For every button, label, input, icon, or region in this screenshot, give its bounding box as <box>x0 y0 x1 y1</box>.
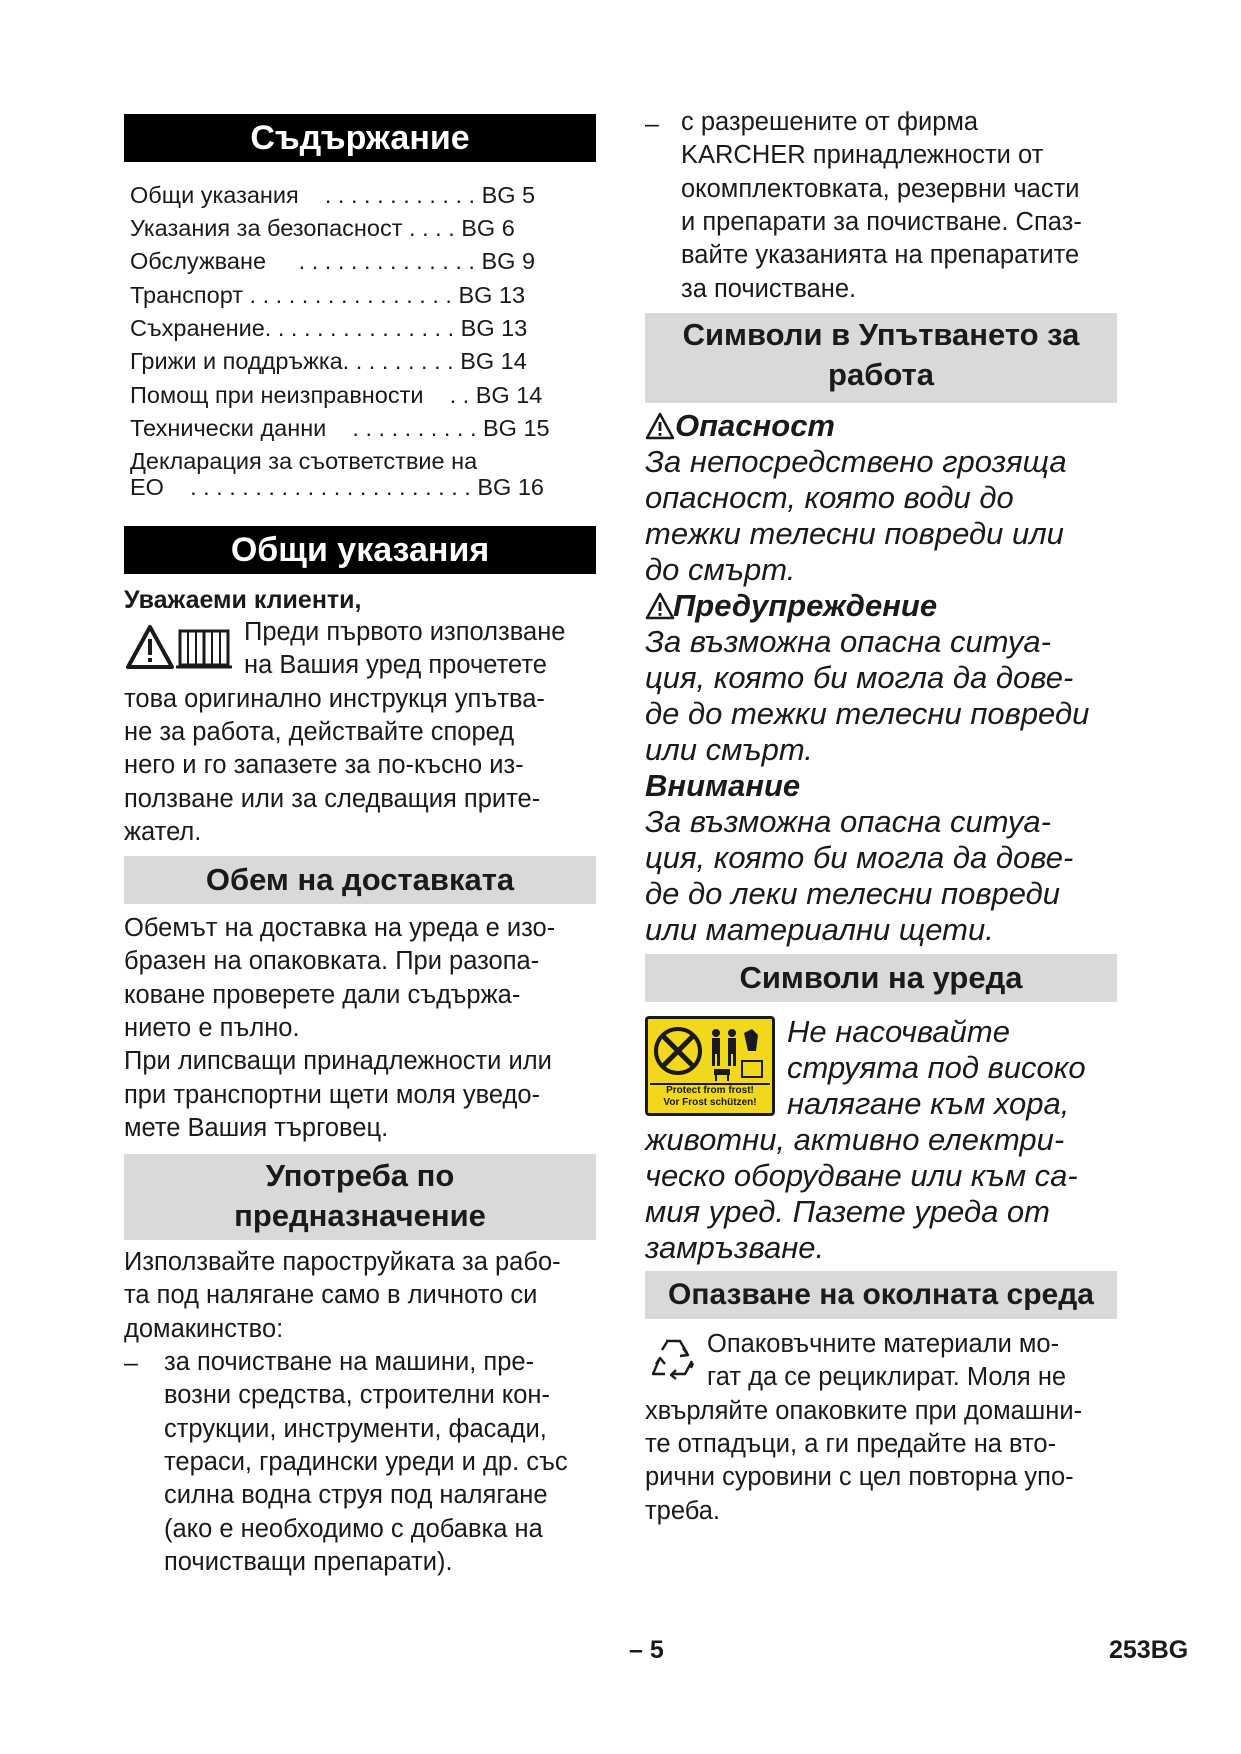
delivery-text: бразен на опаковката. При разопа- <box>124 947 540 975</box>
usage-heading-line: Употреба по <box>265 1158 455 1193</box>
caution-text: де до леки телесни повреди <box>645 876 1061 911</box>
read-manual-icon <box>126 623 234 671</box>
general-text: него и го запазете за по-късно из- <box>124 751 524 779</box>
page-number: – 5 <box>629 1636 664 1664</box>
general-text: ползване или за следващия прите- <box>124 785 541 813</box>
accessory-text: окомплектовката, резервни части <box>681 175 1080 203</box>
greeting: Уважаеми клиенти, <box>124 586 362 614</box>
toc-heading: Съдържание <box>124 114 596 162</box>
toc-item[interactable]: Указания за безопасност . . . . BG 6 <box>130 215 515 241</box>
delivery-text: При липсващи принадлежности или <box>124 1047 552 1075</box>
usage-item: струкции, инструменти, фасади, <box>164 1415 547 1443</box>
usage-item: тераси, градински уреди и др. със <box>164 1448 568 1476</box>
symbols-heading-line: работа <box>828 357 934 392</box>
accessory-text: с разрешените от фирма <box>681 108 979 136</box>
toc-item[interactable]: Грижи и поддръжка. . . . . . . . . BG 14 <box>130 348 527 374</box>
symbols-heading-line: Символи в Упътването за <box>682 317 1080 352</box>
frost-label-en: Protect from frost! <box>666 1085 754 1096</box>
device-text: животни, активно електри- <box>645 1122 1065 1157</box>
usage-item: (ако е необходимо с добавка на <box>164 1515 543 1543</box>
device-text: Не насочвайте <box>787 1014 1010 1049</box>
warning-label: Предупреждение <box>673 588 938 623</box>
warning-triangle-icon <box>645 412 675 440</box>
general-heading: Общи указания <box>124 526 596 574</box>
delivery-text: коване проверете дали съдържа- <box>124 981 521 1009</box>
no-spray-icon <box>648 1021 772 1085</box>
usage-item: почистващи препарати). <box>164 1548 453 1576</box>
usage-heading <box>124 1154 596 1240</box>
danger-text: опасност, която води до <box>645 480 1014 515</box>
frost-label-de: Vor Frost schützen! <box>663 1097 757 1108</box>
general-text: жател. <box>124 818 202 846</box>
toc-item[interactable]: Технически данни . . . . . . . . . . BG 15 <box>130 415 550 441</box>
warning-text: или смърт. <box>645 732 813 767</box>
danger-label: Опасност <box>675 408 835 443</box>
environment-text: треба. <box>645 1497 721 1525</box>
usage-text: домакинство: <box>124 1315 284 1343</box>
device-text: мия уред. Пазете уреда от <box>645 1194 1050 1229</box>
environment-text: гат да се рециклират. Моля не <box>707 1363 1067 1391</box>
toc-item[interactable]: Съхранение. . . . . . . . . . . . . . . BG 13 <box>130 315 528 341</box>
caution-text: ция, която би могла да дове- <box>645 840 1074 875</box>
usage-text: Използвайте пароструйката за рабо- <box>124 1248 561 1276</box>
general-text: Преди първото използване <box>244 618 566 646</box>
usage-heading-line: предназначение <box>234 1198 486 1233</box>
device-symbols-heading: Символи на уреда <box>645 954 1117 1002</box>
delivery-text: мете Вашия търговец. <box>124 1114 389 1142</box>
toc-item[interactable]: Обслужване . . . . . . . . . . . . . . BG 9 <box>130 248 536 274</box>
delivery-text: нието е пълно. <box>124 1014 300 1042</box>
warning-text: За възможна опасна ситуа- <box>645 624 1051 659</box>
toc-item[interactable]: ЕО . . . . . . . . . . . . . . . . . . . . . . BG 16 <box>130 474 544 500</box>
danger-text: тежки телесни повреди или <box>645 516 1064 551</box>
device-warning-label <box>645 1016 775 1116</box>
usage-item: возни средства, строителни кон- <box>164 1381 550 1409</box>
general-text: това оригинално инструкця упътва- <box>124 685 545 713</box>
delivery-heading: Обем на доставката <box>124 856 596 904</box>
danger-text: до смърт. <box>645 552 796 587</box>
delivery-text: Обемът на доставка на уреда е изо- <box>124 914 556 942</box>
accessory-text: KARCHER принадлежности от <box>681 141 1044 169</box>
warning-text: ция, която би могла да дове- <box>645 660 1074 695</box>
toc-item[interactable]: Транспорт . . . . . . . . . . . . . . . . BG 13 <box>130 282 526 308</box>
usage-item: силна водна струя под налягане <box>164 1481 548 1509</box>
environment-text: Опаковъчните материали мо- <box>707 1330 1060 1358</box>
environment-text: хвърляйте опаковките при домашни- <box>645 1397 1083 1425</box>
device-text: струята под високо <box>787 1050 1086 1085</box>
list-dash: – <box>124 1349 138 1377</box>
general-text: на Вашия уред прочетете <box>244 651 547 679</box>
accessory-text: за почистване. <box>681 275 857 303</box>
environment-text: те отпадъци, а ги предайте на вто- <box>645 1430 1057 1458</box>
usage-text: та под налягане само в личното си <box>124 1281 538 1309</box>
page-code: 253BG <box>1109 1636 1189 1664</box>
general-text: не за работа, действайте според <box>124 718 515 746</box>
toc-item[interactable]: Общи указания . . . . . . . . . . . . BG 5 <box>130 182 536 208</box>
environment-heading: Опазване на околната среда <box>645 1271 1117 1319</box>
caution-label: Внимание <box>645 768 801 803</box>
recycle-icon <box>647 1334 699 1386</box>
danger-text: За непосредствено грозяща <box>645 444 1067 479</box>
accessory-text: и препарати за почистване. Спаз- <box>681 208 1082 236</box>
symbols-heading <box>645 313 1117 403</box>
toc-item[interactable]: Декларация за съответствие на <box>130 448 478 474</box>
caution-text: или материални щети. <box>645 912 994 947</box>
delivery-text: при транспортни щети моля уведо- <box>124 1081 541 1109</box>
usage-item: за почистване на машини, пре- <box>164 1348 535 1376</box>
accessory-text: вайте указанията на препаратите <box>681 241 1080 269</box>
warning-text: де до тежки телесни повреди <box>645 696 1090 731</box>
caution-text: За възможна опасна ситуа- <box>645 804 1051 839</box>
device-text: замръзване. <box>645 1230 825 1265</box>
device-text: ческо оборудване или към са- <box>645 1158 1078 1193</box>
warning-triangle-icon <box>645 592 675 620</box>
list-dash: – <box>645 110 659 138</box>
device-text: налягане към хора, <box>787 1086 1070 1121</box>
environment-text: рични суровини с цел повторна упо- <box>645 1463 1074 1491</box>
toc-item[interactable]: Помощ при неизправности . . BG 14 <box>130 382 543 408</box>
